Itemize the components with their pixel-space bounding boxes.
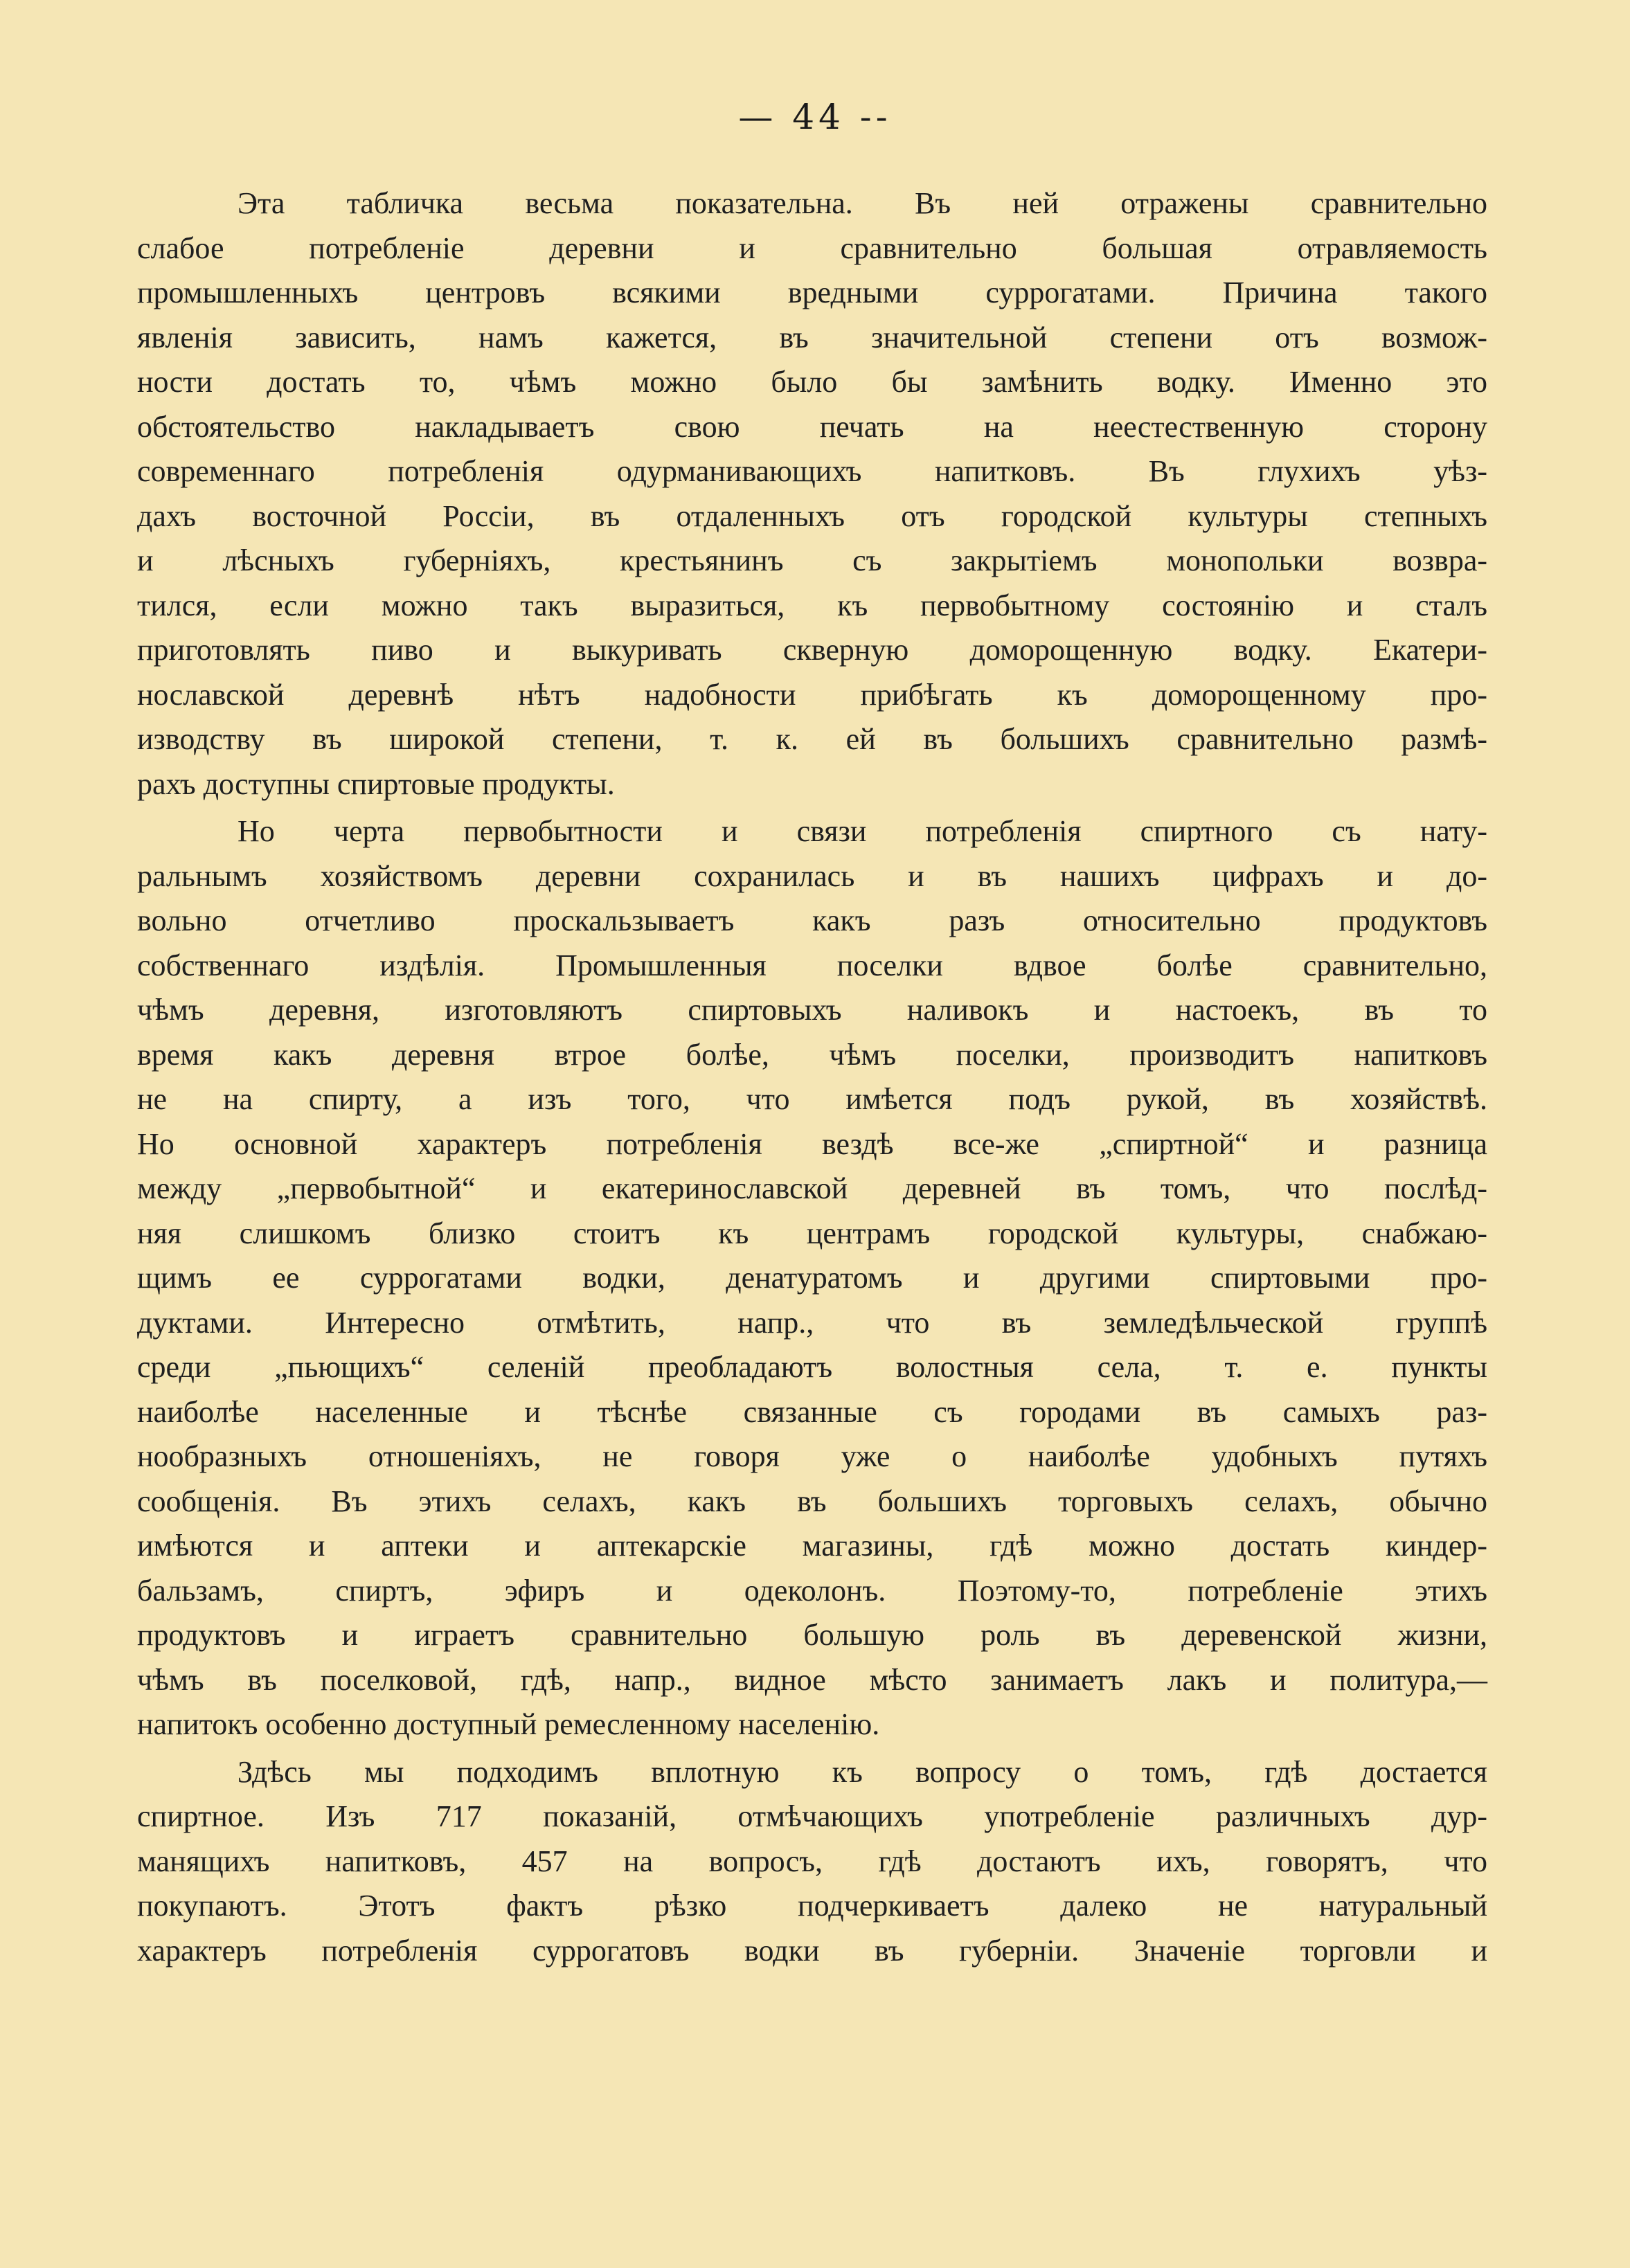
text-line: наиболѣе населенные и тѣснѣе связанные съ городами въ самыхъ раз- [137, 1394, 1487, 1429]
text-line: Но черта первобытности и связи потребленія спиртного съ нату- [238, 814, 1487, 848]
text-line: не на спирту, а изъ того, что имѣется подъ рукой, въ хозяйствѣ. [137, 1082, 1487, 1116]
text-line: манящихъ напитковъ, 457 на вопросъ, гдѣ достаютъ ихъ, говорятъ, что [137, 1844, 1487, 1878]
text-line: между „первобытной“ и екатеринославской деревней въ томъ, что послѣд- [137, 1171, 1487, 1205]
text-line: рахъ доступны спиртовые продукты. [137, 766, 615, 801]
text-line: время какъ деревня втрое болѣе, чѣмъ поселки, производитъ напитковъ [137, 1037, 1487, 1072]
text-line: характеръ потребленія суррогатовъ водки въ губерніи. Значеніе торговли и [137, 1933, 1487, 1968]
text-line: среди „пьющихъ“ селеній преобладаютъ волостныя села, т. е. пункты [137, 1350, 1487, 1384]
text-line: Здѣсь мы подходимъ вплотную къ вопросу о томъ, гдѣ достается [238, 1754, 1487, 1789]
text-line: и лѣсныхъ губерніяхъ, крестьянинъ съ закрытіемъ монопольки возвра- [137, 543, 1487, 577]
text-line: Эта табличка весьма показательна. Въ ней отражены сравнительно [238, 186, 1487, 220]
text-line: щимъ ее суррогатами водки, денатуратомъ и другими спиртовыми про- [137, 1261, 1487, 1295]
text-line: покупаютъ. Этотъ фактъ рѣзко подчеркиваетъ далеко не натуральный [137, 1889, 1487, 1923]
text-line: дуктами. Интересно отмѣтить, напр., что въ земледѣльческой группѣ [137, 1305, 1487, 1340]
body-text [137, 181, 1487, 1976]
paragraph-1 [137, 181, 1487, 807]
text-line: явленія зависить, намъ кажется, въ значительной степени отъ возмож- [137, 320, 1487, 354]
text-line: няя слишкомъ близко стоитъ къ центрамъ городской культуры, снабжаю- [137, 1216, 1487, 1250]
text-line: Но основной характеръ потребленія вездѣ все-же „спиртной“ и разница [137, 1126, 1487, 1161]
text-line: промышленныхъ центровъ всякими вредными суррогатами. Причина такого [137, 276, 1487, 309]
text-line: продуктовъ и играетъ сравнительно большую роль въ деревенской жизни, [137, 1618, 1487, 1652]
text-line: ральнымъ хозяйствомъ деревни сохранилась и въ нашихъ цифрахъ и до- [137, 858, 1487, 893]
text-line: собственнаго издѣлія. Промышленныя поселки вдвое болѣе сравнительно, [137, 948, 1487, 982]
text-line: сообщенія. Въ этихъ селахъ, какъ въ большихъ торговыхъ селахъ, обычно [137, 1484, 1487, 1518]
text-line: напитокъ особенно доступный ремесленному населенію. [137, 1707, 880, 1741]
text-line: спиртное. Изъ 717 показаній, отмѣчающихъ употребленіе различныхъ дур- [137, 1799, 1487, 1833]
text-line: чѣмъ въ поселковой, гдѣ, напр., видное мѣсто занимаетъ лакъ и политура,— [137, 1662, 1487, 1697]
text-line: нославской деревнѣ нѣтъ надобности прибѣгать къ доморощенному про- [137, 677, 1487, 712]
text-line: дахъ восточной Россіи, въ отдаленныхъ отъ городской культуры степныхъ [137, 498, 1487, 533]
text-line: имѣются и аптеки и аптекарскіе магазины, гдѣ можно достать киндер- [137, 1529, 1487, 1563]
paragraph-2 [137, 809, 1487, 1747]
text-line: ности достать то, чѣмъ можно было бы замѣнить водку. Именно это [137, 365, 1487, 399]
page-number: — 44 -- [738, 97, 892, 137]
text-line: тился, если можно такъ выразиться, къ первобытному состоянію и сталъ [137, 588, 1487, 622]
text-line: современнаго потребленія одурманивающихъ напитковъ. Въ глухихъ уѣз- [137, 454, 1487, 488]
text-line: изводству въ широкой степени, т. к. ей въ большихъ сравнительно размѣ- [137, 722, 1487, 756]
text-line: обстоятельство накладываетъ свою печать на неестественную сторону [137, 409, 1487, 444]
text-line: бальзамъ, спиртъ, эфиръ и одеколонъ. Поэтому-то, потребленіе этихъ [137, 1573, 1487, 1608]
paragraph-3 [137, 1750, 1487, 1974]
text-line: слабое потребленіе деревни и сравнительно большая отравляемость [137, 231, 1487, 265]
text-line: приготовлять пиво и выкуривать скверную доморощенную водку. Екатери- [137, 633, 1487, 667]
text-line: чѣмъ деревня, изготовляютъ спиртовыхъ наливокъ и настоекъ, въ то [137, 993, 1487, 1027]
text-line: вольно отчетливо проскальзываетъ какъ разъ относительно продуктовъ [137, 903, 1487, 937]
text-line: нообразныхъ отношеніяхъ, не говоря уже о наиболѣе удобныхъ путяхъ [137, 1439, 1487, 1473]
